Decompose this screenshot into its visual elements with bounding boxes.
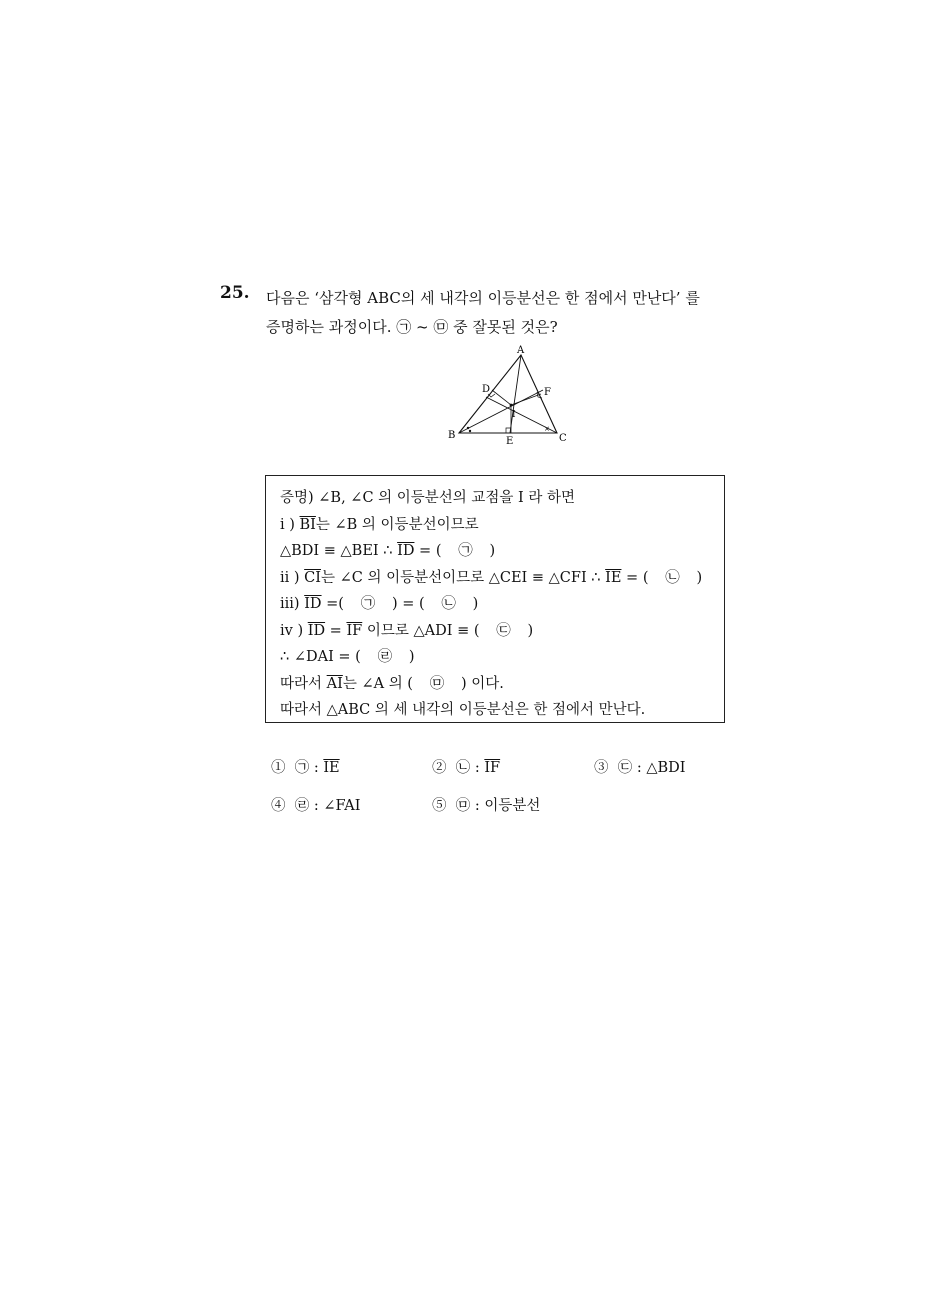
choice-separator: : [470, 798, 485, 814]
choice-number: ④ [271, 798, 286, 814]
choice-segment: $\overline{IE}$ [323, 760, 340, 776]
label-d: D [482, 384, 491, 395]
choice-number: ① [271, 760, 286, 776]
label-e: E [506, 436, 514, 447]
segment-ci: $\overline{CI}$ [304, 569, 321, 586]
choice-2[interactable] [432, 756, 500, 777]
angle-mark-b2 [469, 430, 471, 432]
angle-mark-c: × [544, 425, 550, 433]
choice-5[interactable] [432, 794, 540, 815]
proof-line-1: 증명) ∠B, ∠C 의 이등분선의 교점을 I 라 하면 [280, 490, 576, 506]
proof-text: ) 이다. [460, 675, 504, 692]
blank-mark-1: ㉠ [458, 543, 473, 559]
choice-mark: ㉡ [455, 760, 471, 776]
proof-text: 이므로 △ADI ≡ ( [362, 622, 480, 639]
proof-box [265, 475, 725, 723]
question-stem [266, 284, 736, 342]
choice-mark: ㉠ [294, 760, 310, 776]
choice-number: ③ [594, 760, 609, 776]
proof-text: ) [696, 569, 703, 586]
choice-mark: ㉤ [455, 798, 471, 814]
proof-text: ) [472, 596, 479, 612]
choice-number: ⑤ [432, 798, 447, 814]
choice-1[interactable] [271, 756, 340, 777]
step-label: i ) [280, 516, 300, 533]
proof-text: 는 ∠A 의 ( [342, 675, 413, 692]
step-label: iii) [280, 596, 305, 612]
proof-text: = ( [621, 569, 649, 586]
blank-mark-2: ㉡ [441, 596, 456, 612]
choice-separator: : [470, 760, 485, 776]
segment-id: $\overline{ID}$ [304, 596, 322, 612]
label-i: I [512, 410, 516, 420]
point-i [510, 404, 513, 407]
choice-text: ∠FAI [323, 798, 361, 814]
proof-text: ) [489, 543, 496, 559]
choice-4[interactable] [271, 794, 360, 815]
proof-line-5 [280, 591, 724, 618]
choice-3[interactable] [594, 756, 686, 777]
segment-id: $\overline{ID}$ [397, 543, 415, 559]
proof-text: ) [408, 649, 415, 665]
label-c: C [559, 433, 567, 444]
segment-ie: $\overline{IE}$ [605, 569, 622, 586]
choice-text: △BDI [646, 760, 686, 776]
angle-mark-b1 [467, 427, 469, 429]
proof-line-9: 따라서 △ABC 의 세 내각의 이등분선은 한 점에서 만난다. [280, 702, 646, 718]
segment-ai: $\overline{AI}$ [326, 675, 343, 692]
bisector-b [459, 390, 543, 433]
proof-text: = [325, 622, 347, 639]
question-number: 25. [220, 283, 250, 303]
proof-line-8 [280, 671, 724, 698]
proof-text: =( [321, 596, 344, 612]
segment-bi: $\overline{BI}$ [299, 516, 316, 533]
blank-mark-3: ㉢ [496, 622, 511, 639]
proof-text: 따라서 [280, 675, 327, 692]
triangle-figure [440, 342, 580, 452]
choice-number: ② [432, 760, 447, 776]
perp-id [492, 390, 511, 405]
proof-line-2 [280, 512, 724, 539]
choice-mark: ㉢ [617, 760, 633, 776]
choice-separator: : [309, 798, 324, 814]
segment-id: $\overline{ID}$ [307, 622, 326, 639]
proof-line-4 [280, 565, 724, 592]
label-a: A [517, 345, 525, 356]
blank-mark-5: ㉤ [429, 675, 445, 692]
segment-if: $\overline{IF}$ [346, 622, 363, 639]
blank-mark-2: ㉡ [665, 569, 680, 586]
step-label: iv ) [280, 622, 308, 639]
label-f: F [544, 387, 551, 398]
proof-line-6 [280, 618, 724, 645]
triangle-abc [459, 355, 557, 433]
proof-text: 는 ∠C 의 이등분선이므로 △CEI ≡ △CFI ∴ [320, 569, 606, 586]
proof-text: ) = ( [391, 596, 425, 612]
proof-text: △BDI ≡ △BEI ∴ [280, 543, 398, 559]
choice-mark: ㉣ [294, 798, 310, 814]
blank-mark-4: ㉣ [377, 649, 393, 665]
choice-separator: : [309, 760, 324, 776]
stem-line-2: 증명하는 과정이다. ㉠ ~ ㉤ 중 잘못된 것은? [266, 318, 558, 336]
step-label: ii ) [280, 569, 305, 586]
proof-text: 는 ∠B 의 이등분선이므로 [315, 516, 479, 533]
proof-text: = ( [414, 543, 442, 559]
choice-text: 이등분선 [484, 798, 541, 814]
choice-separator: : [632, 760, 647, 776]
choice-segment: $\overline{IF}$ [484, 760, 501, 776]
proof-text: ) [527, 622, 534, 639]
stem-line-1: 다음은 ‘삼각형 ABC의 세 내각의 이등분선은 한 점에서 만난다’ 를 [266, 289, 700, 307]
proof-line-7 [280, 644, 724, 671]
proof-text: ∴ ∠DAI = ( [280, 649, 361, 665]
label-b: B [448, 430, 456, 441]
proof-line-3 [280, 538, 724, 565]
blank-mark-1: ㉠ [360, 596, 376, 612]
